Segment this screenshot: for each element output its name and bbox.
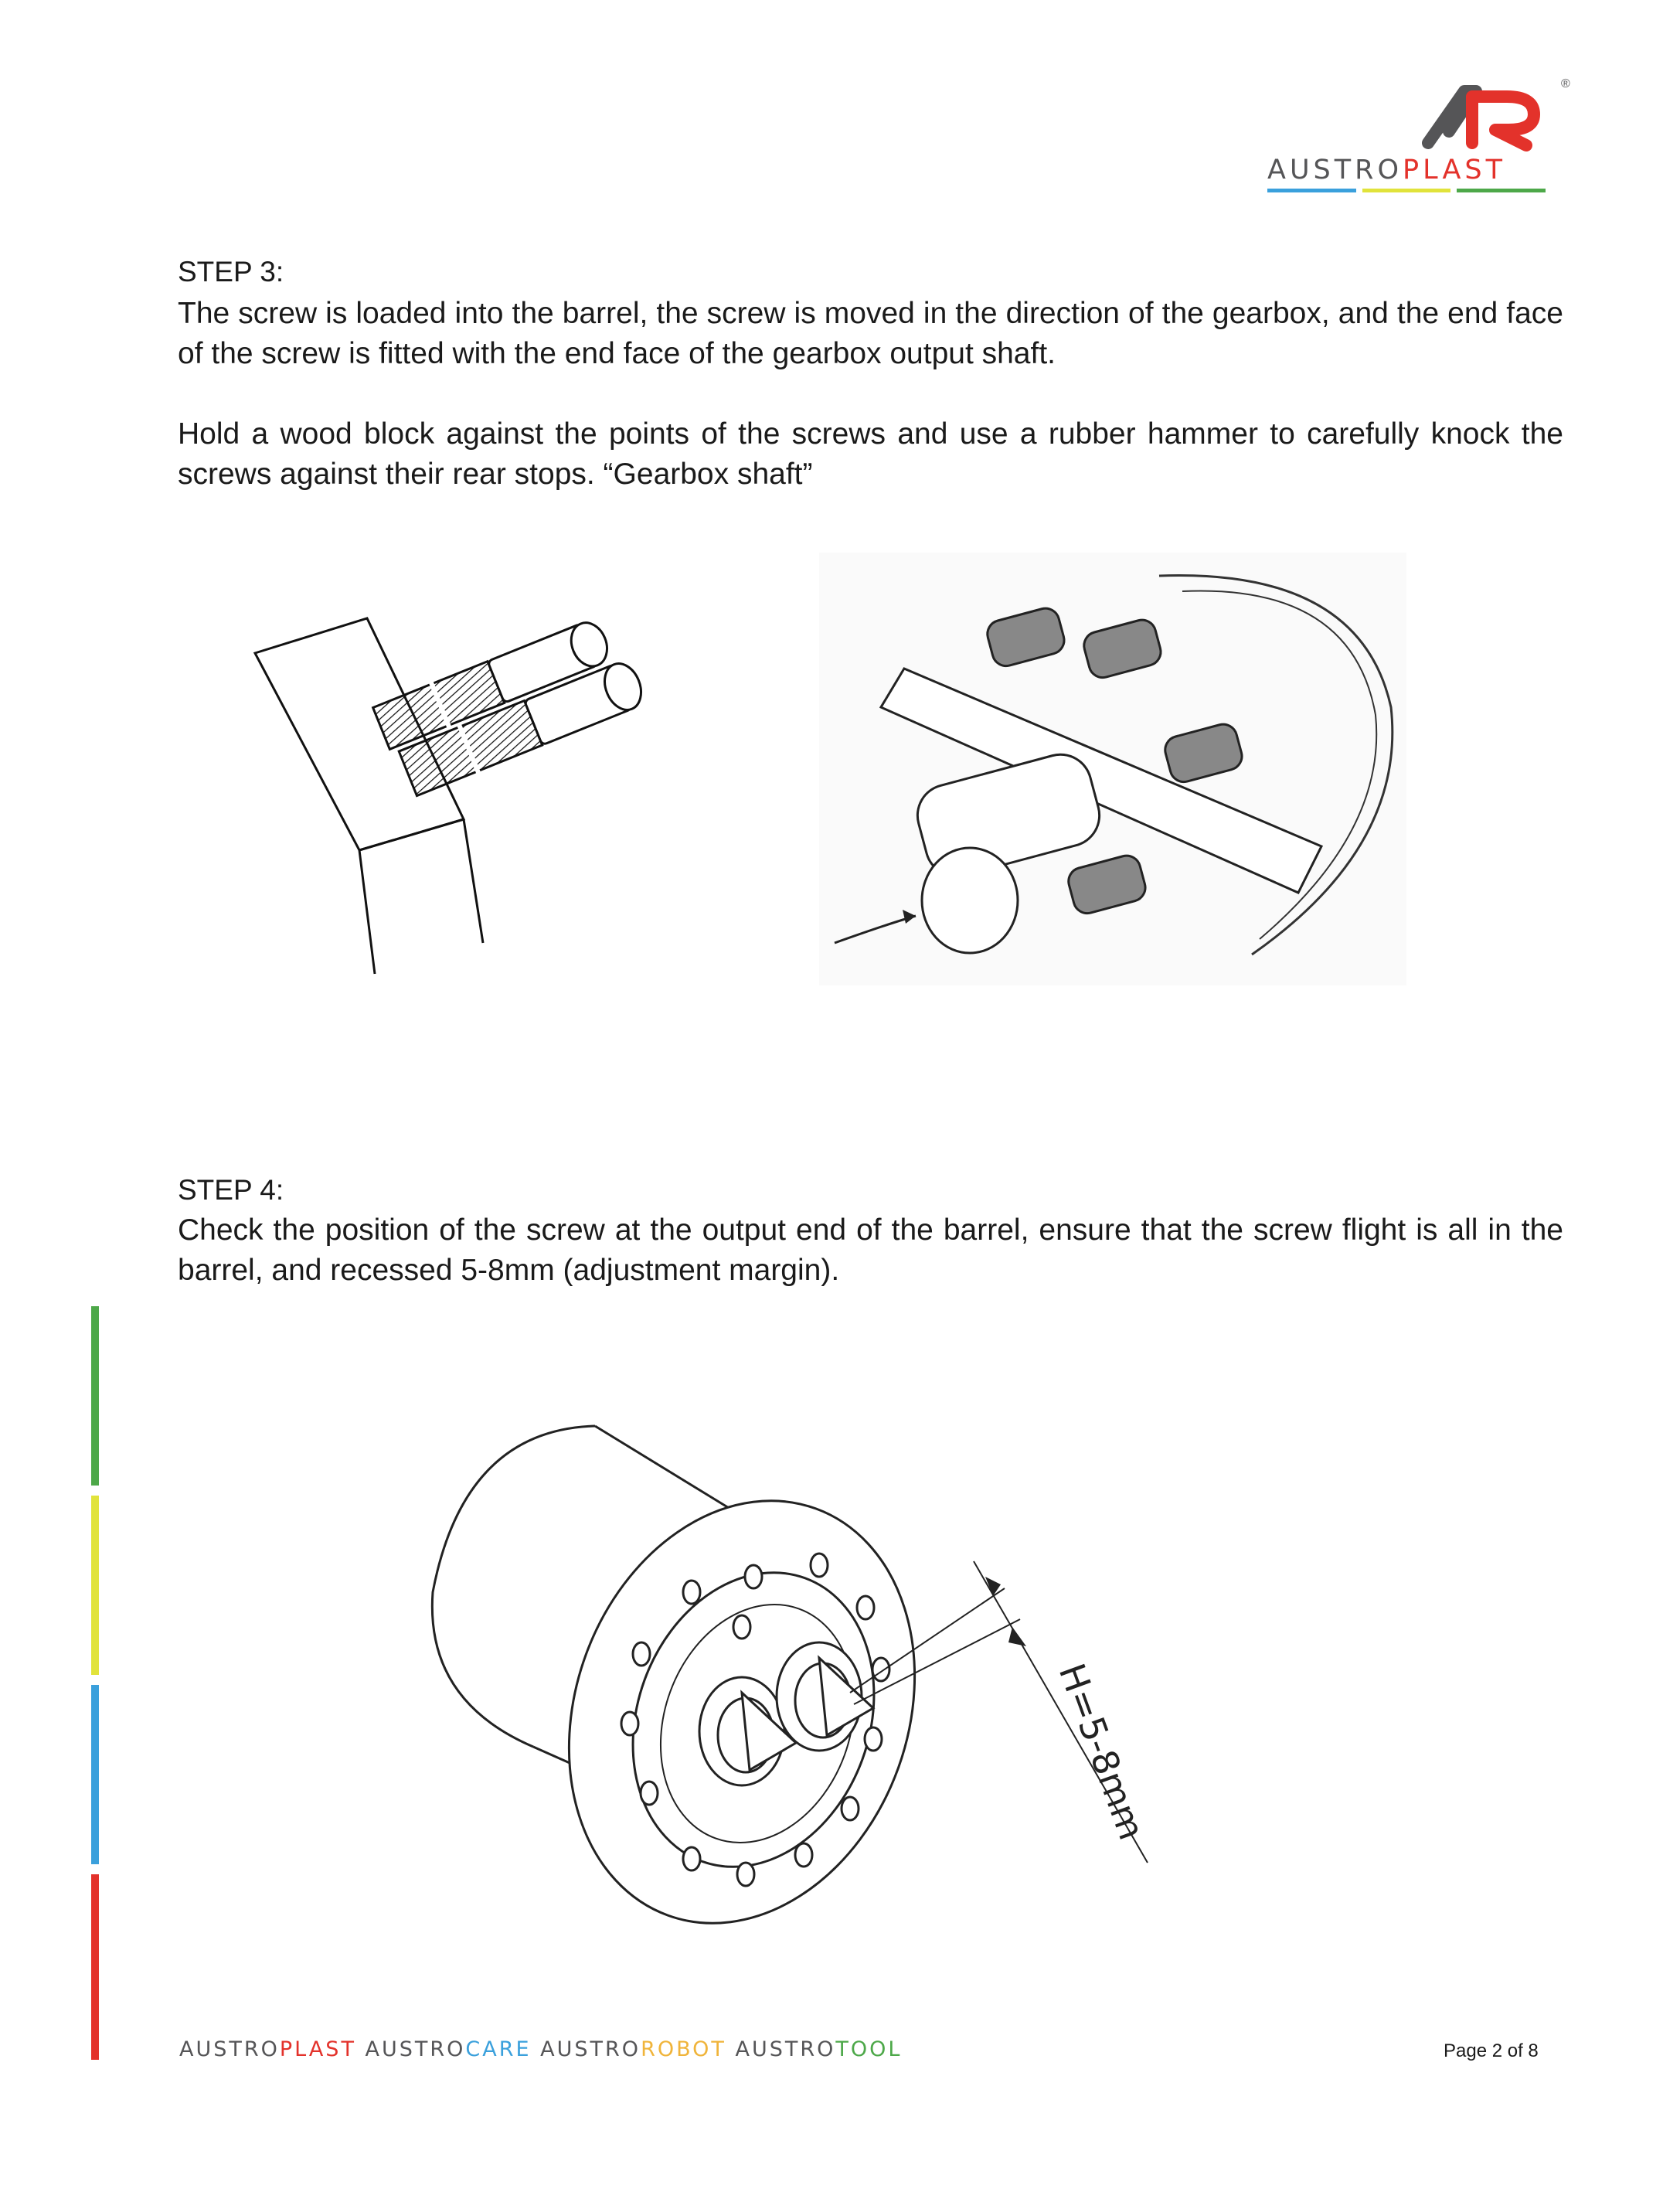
sidebar-bar-yellow [91, 1496, 99, 1675]
step3-paragraph2: Hold a wood block against the points of the screws and use a rubber hammer to carefully knock the screws against their rear stops. “Gearbox shaft” [178, 417, 1563, 491]
logo-monogram-icon [1422, 77, 1553, 155]
footer-brand-austrocare: AUSTROCARE [365, 2037, 532, 2061]
footer-brand-austrorobot: AUSTROROBOT [540, 2037, 726, 2061]
page-number: Page 2 of 8 [1444, 2040, 1539, 2061]
stripe-yellow [1362, 189, 1451, 192]
stripe-green [1457, 189, 1546, 192]
stripe-blue [1267, 189, 1356, 192]
logo-color-stripe [1267, 189, 1546, 192]
step4-paragraph1: Check the position of the screw at the output end of the barrel, ensure that the screw flight is all in the barrel, and recessed 5-8mm (adjustment margin). [178, 1213, 1563, 1287]
figure-barrel-recess [417, 1422, 1221, 1955]
figure-hammer-wood-block [819, 553, 1406, 985]
step3-title: STEP 3: [178, 256, 284, 288]
registered-mark: ® [1561, 77, 1570, 90]
logo-wordmark [1267, 155, 1506, 185]
step4-title: STEP 4: [178, 1174, 284, 1206]
step3-paragraph1: The screw is loaded into the barrel, the screw is moved in the direction of the gearbox, and the end face of the screw is fitted with the end face of the gearbox output shaft. [178, 297, 1563, 370]
sidebar-bar-green [91, 1306, 99, 1486]
figure-screws-against-stop [247, 584, 742, 985]
sidebar-bar-red [91, 1874, 99, 2060]
logo-wordmark-austro: AUSTRO [1267, 155, 1403, 185]
footer-brand-austroplast: AUSTROPLAST [179, 2037, 356, 2061]
dimension-label: H=5-8mm [1050, 1658, 1153, 1846]
logo-wordmark-plast: PLAST [1403, 155, 1506, 185]
brand-logo [1267, 77, 1576, 197]
sidebar-bar-blue [91, 1685, 99, 1864]
footer-brand-list [179, 2037, 902, 2061]
footer-brand-austrotool: AUSTROTOOL [735, 2037, 903, 2061]
